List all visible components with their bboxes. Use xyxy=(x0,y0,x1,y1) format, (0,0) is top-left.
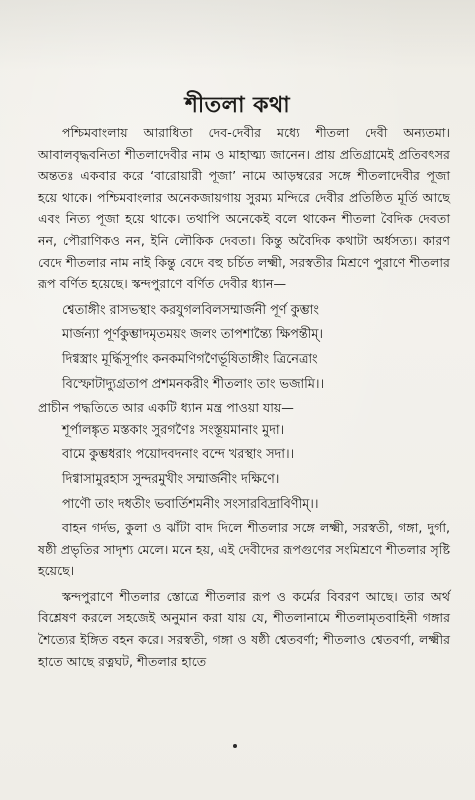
verse-line: দিগ্বস্ত্রাং মূর্দ্ধিসূর্পাং কনকমণিগণৈর্ভূষিতাঙ্গীং ত্রিনেত্রাং xyxy=(62,351,318,367)
paragraph-4: স্কন্দপুরাণে শীতলার স্তোত্রে শীতলার রূপ ও কর্মের বিবরণ আছে। তার অর্থ বিশ্লেষণ করলে সহজেই অনুমান করা যায় যে, শীতলানামে শীতলামৃতবাহিনী গঙ্গার শৈত্যের ইঙ্গিত বহন করে। সরস্বতী, গঙ্গা ও ষষ্ঠী শ্বেতবর্ণা; শীতলাও শ্বেতবর্ণা, লক্ষ্মীর হাতে আছে রত্নঘট, শীতলার হাতে xyxy=(38,588,450,669)
ink-dot xyxy=(233,744,237,748)
verse-line: বিস্ফোটাদ্যুগ্রতাপ প্রশমনকরীং শীতলাং তাং ভজামি।। xyxy=(62,376,325,392)
verse-line: শূর্পালঙ্কৃত মস্তকাং সুরগণৈঃ সংস্তূয়মানাং মুদা। xyxy=(62,422,285,438)
verse-line: পাণৌ তাং দধতীং ভবার্তিশমনীং সংসারবিদ্রাবিণীম্।। xyxy=(62,496,319,512)
dhyan-mantra-1 xyxy=(38,299,450,397)
verse-line: শ্বেতাঙ্গীং রাসভস্থাং করযুগলবিলসম্মার্জনী পূর্ণ কুম্ভাং xyxy=(62,302,319,318)
verse-line: দিগ্বাসামুরহাস সুন্দরমুখীং সম্মার্জনীং দক্ষিণে। xyxy=(62,471,280,487)
paragraph-intro-2: প্রাচীন পদ্ধতিতে আর একটি ধ্যান মন্ত্র পাওয়া যায়— xyxy=(38,400,294,416)
paragraph-3: বাহন গর্দভ, কুলা ও ঝাঁটা বাদ দিলে শীতলার সঙ্গে লক্ষ্মী, সরস্বতী, গঙ্গা, দুর্গা, ষষ্ঠী প্রভৃতির সাদৃশ্য মেলে। মনে হয়, এই দেবীদের রূপগুণের সংমিশ্রণে শীতলার সৃষ্টি হয়েছে। xyxy=(38,520,450,579)
article-body xyxy=(38,122,450,672)
show-through-text-area xyxy=(0,0,475,70)
paragraph-1: পশ্চিমবাংলায় আরাধিতা দেব-দেবীর মধ্যে শীতলা দেবী অন্যতমা। আবালবৃদ্ধবনিতা শীতলাদেবীর নাম ও মাহাত্ম্য জানেন। প্রায় প্রতিগ্রামেই প্রতিবৎসর অন্ততঃ একবার করে ‘বারোয়ারী পূজা’ নামে আড়ম্বরের সঙ্গে শীতলাদেবীর পূজা হয়ে থাকে। পশ্চিমবাংলার অনেকজায়গায় সুরম্য মন্দিরে দেবীর প্রতিষ্ঠিত মূর্তি আছে এবং নিত্য পূজা হয়ে থাকে। তথাপি অনেকেই বলে থাকেন শীতলা বৈদিক দেবতা নন, পৌরাণিকও নন, ইনি লৌকিক দেবতা। কিন্তু অবৈদিক কথাটা অর্ধসত্য। কারণ বেদে শীতলার নাম নাই কিন্তু বেদে বহু চর্চিত লক্ষ্মী, সরস্বতীর মিশ্রণে পুরাণে শীতলার রূপ বর্ণিত হয়েছে। স্কন্দপুরাণে বর্ণিত দেবীর ধ্যান— xyxy=(38,125,450,292)
verse-line: মার্জন্যা পূর্ণকুম্ভাদমৃতময়ং জলং তাপশান্ত্যৈ ক্ষিপন্তীম্। xyxy=(62,327,323,343)
dhyan-mantra-2 xyxy=(38,419,450,517)
page-title: শীতলা কথা xyxy=(184,93,291,118)
verse-line: বামে কুম্ভধরাং পয়োদবদনাং বন্দে খরস্থাং সদা।। xyxy=(62,447,295,463)
